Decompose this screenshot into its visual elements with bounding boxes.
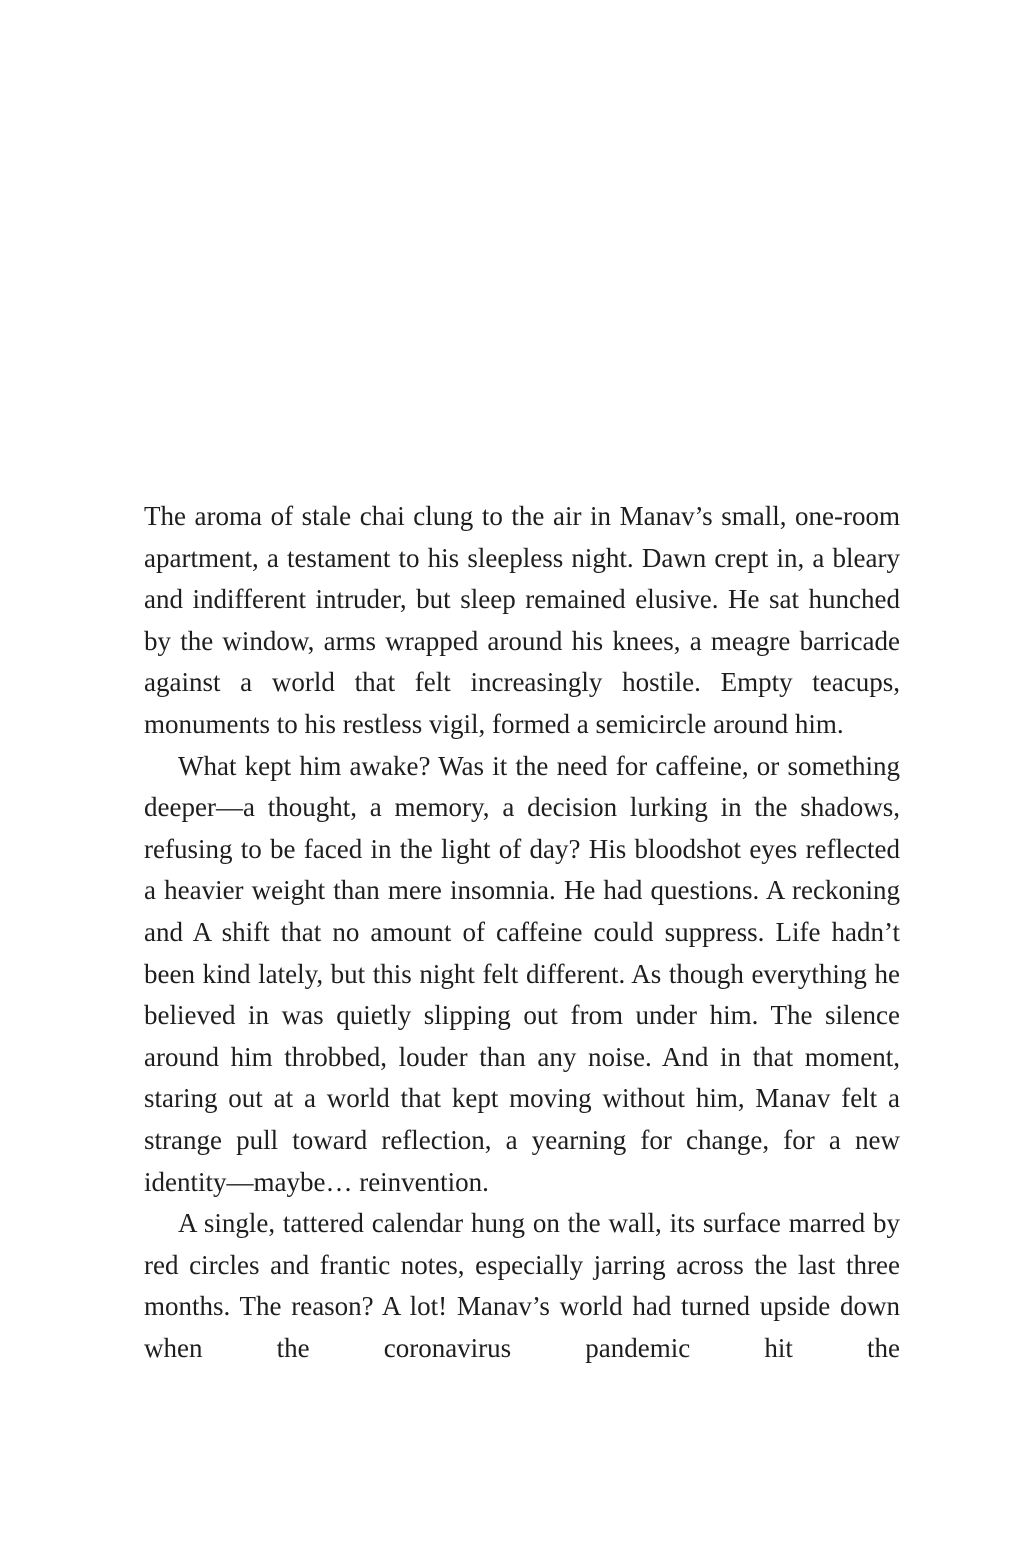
paragraph-3: A single, tattered calendar hung on the wall, its surface marred by red circles and frantic notes, especially jarring across the last three months. The reason? A lot! Manav’s world had turned upside down when the coronavirus pandemic hit the xyxy=(144,1208,900,1363)
paragraph-2: What kept him awake? Was it the need for caffeine, or something deeper—a thought, a memory, a decision lurking in the shadows, refusing to be faced in the light of day? His bloodshot eyes reflected a heavier weight than mere insomnia. He had questions. A reckoning and A shift that no amount of caffeine could suppress. Life hadn’t been kind lately, but this night felt different. As though everything he believed in was quietly slipping out from under him. The silence around him throbbed, louder than any noise. And in that moment, staring out at a world that kept moving without him, Manav felt a strange pull toward reflection, a yearning for change, for a new identity—maybe… reinvention. xyxy=(144,750,900,1197)
paragraph-1: The aroma of stale chai clung to the air in Manav’s small, one-room apartment, a testament to his sleepless night. Dawn crept in, a bleary and indifferent intruder, but sleep remained elusive. He sat hunched by the window, arms wrapped around his knees, a meagre barricade against a world that felt increasingly hostile. Empty teacups, monuments to his restless vigil, formed a semicircle around him. xyxy=(144,501,900,739)
body-text xyxy=(144,496,900,1369)
